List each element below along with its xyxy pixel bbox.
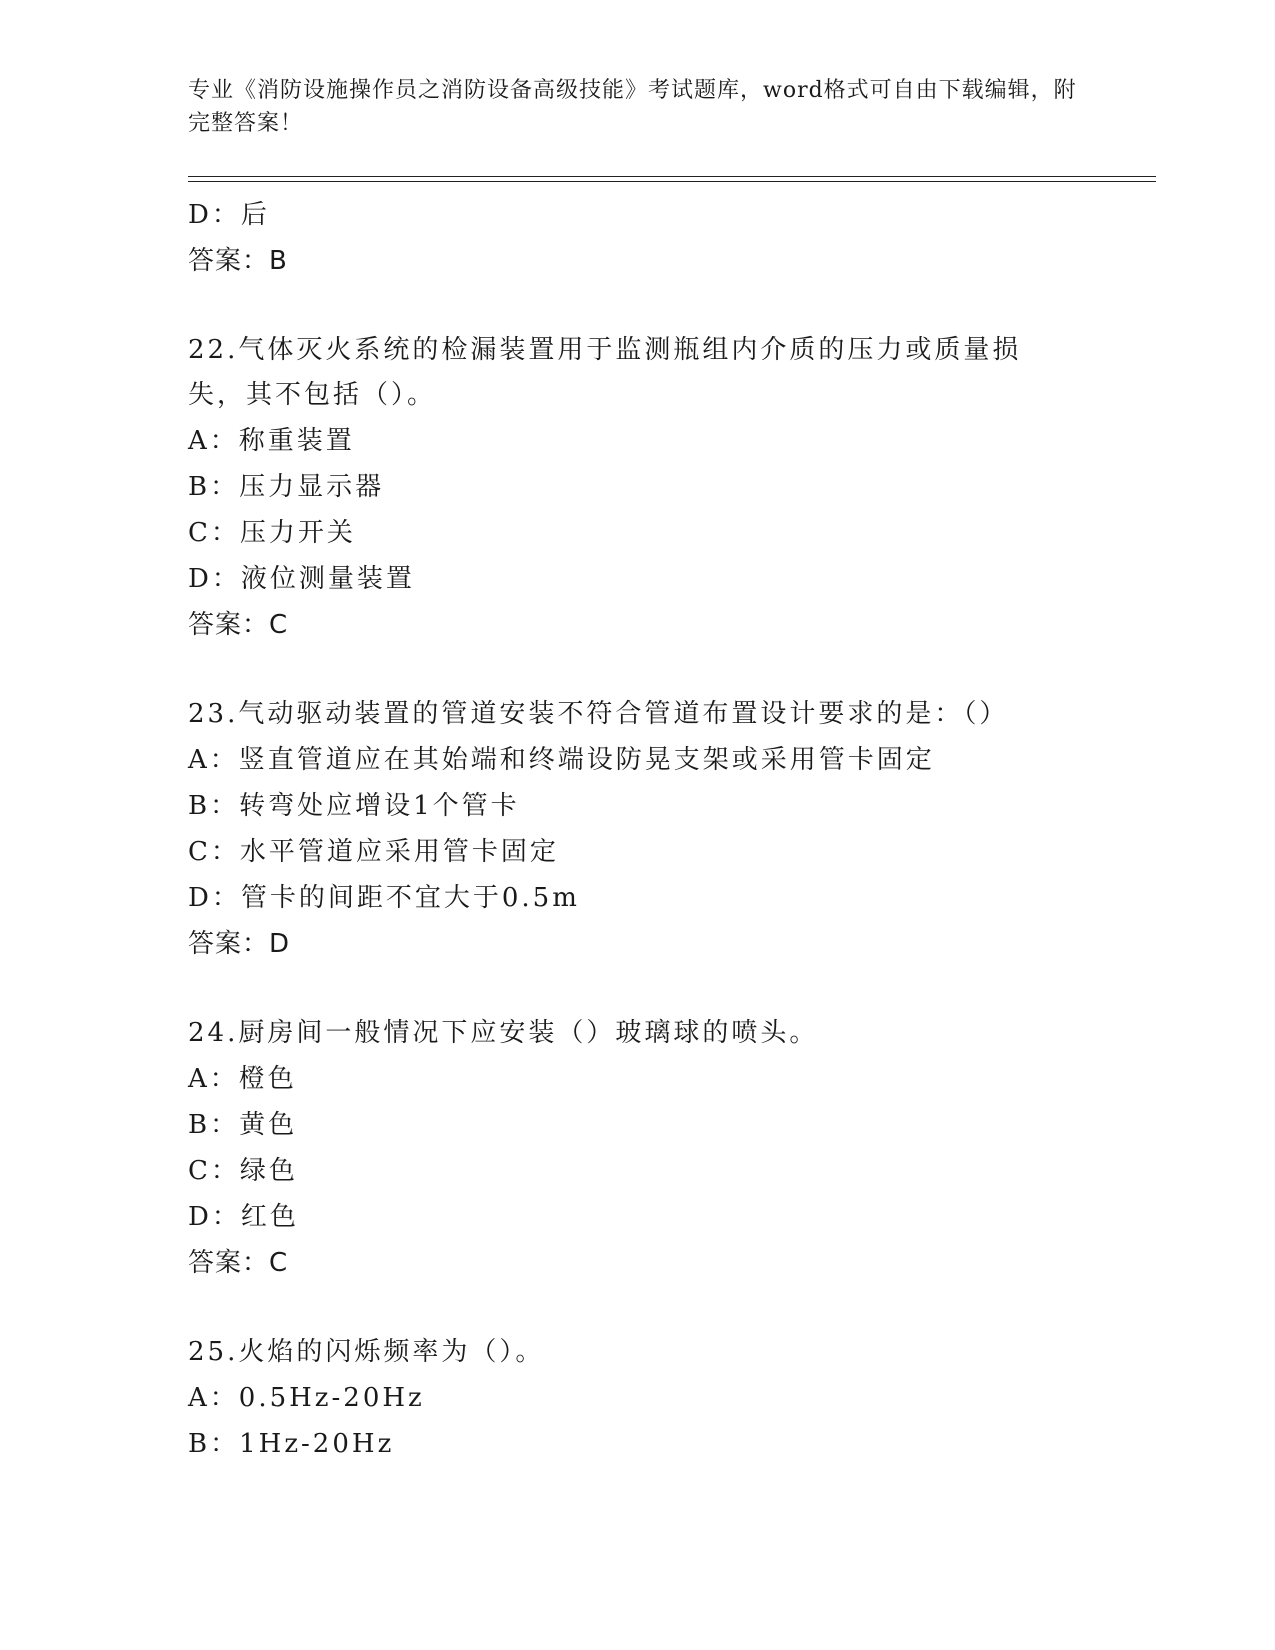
answer: 答案：D xyxy=(188,929,291,959)
option-b: B：黄色 xyxy=(188,1110,298,1140)
question-content xyxy=(188,192,1156,1467)
option-b: B：1Hz-20Hz xyxy=(188,1429,395,1459)
question-stem: 23.气动驱动装置的管道安装不符合管道布置设计要求的是：（） xyxy=(188,699,1009,729)
option-c: C：压力开关 xyxy=(188,518,356,548)
option-b: B：压力显示器 xyxy=(188,472,385,502)
prev-question-tail xyxy=(188,192,1156,284)
option-a: A：0.5Hz-20Hz xyxy=(188,1383,425,1413)
header-divider-bottom xyxy=(188,181,1156,182)
question-stem: 24.厨房间一般情况下应安装（）玻璃球的喷头。 xyxy=(188,1018,819,1048)
document-header: 专业《消防设施操作员之消防设备高级技能》考试题库，word格式可自由下载编辑，附完整答案！ xyxy=(188,78,1077,136)
option-a: A：称重装置 xyxy=(188,426,355,456)
option-d: D：后 xyxy=(188,200,270,230)
question-24 xyxy=(188,1011,1156,1286)
option-c: C：绿色 xyxy=(188,1156,298,1186)
answer: 答案：C xyxy=(188,610,289,640)
question-25 xyxy=(188,1330,1156,1467)
question-22 xyxy=(188,328,1156,648)
option-a: A：竖直管道应在其始端和终端设防晃支架或采用管卡固定 xyxy=(188,745,935,775)
option-d: D：液位测量装置 xyxy=(188,564,415,594)
answer: 答案：C xyxy=(188,1248,289,1278)
question-23 xyxy=(188,692,1156,967)
header-divider-top xyxy=(188,176,1156,177)
option-a: A：橙色 xyxy=(188,1064,297,1094)
option-c: C：水平管道应采用管卡固定 xyxy=(188,837,559,867)
answer: 答案：B xyxy=(188,246,288,276)
option-b: B：转弯处应增设1个管卡 xyxy=(188,791,520,821)
option-d: D：红色 xyxy=(188,1202,299,1232)
option-d: D：管卡的间距不宜大于0.5m xyxy=(188,883,580,913)
question-stem: 22.气体灭火系统的检漏装置用于监测瓶组内介质的压力或质量损失，其不包括（）。 xyxy=(188,335,1022,410)
question-stem: 25.火焰的闪烁频率为（）。 xyxy=(188,1337,545,1367)
